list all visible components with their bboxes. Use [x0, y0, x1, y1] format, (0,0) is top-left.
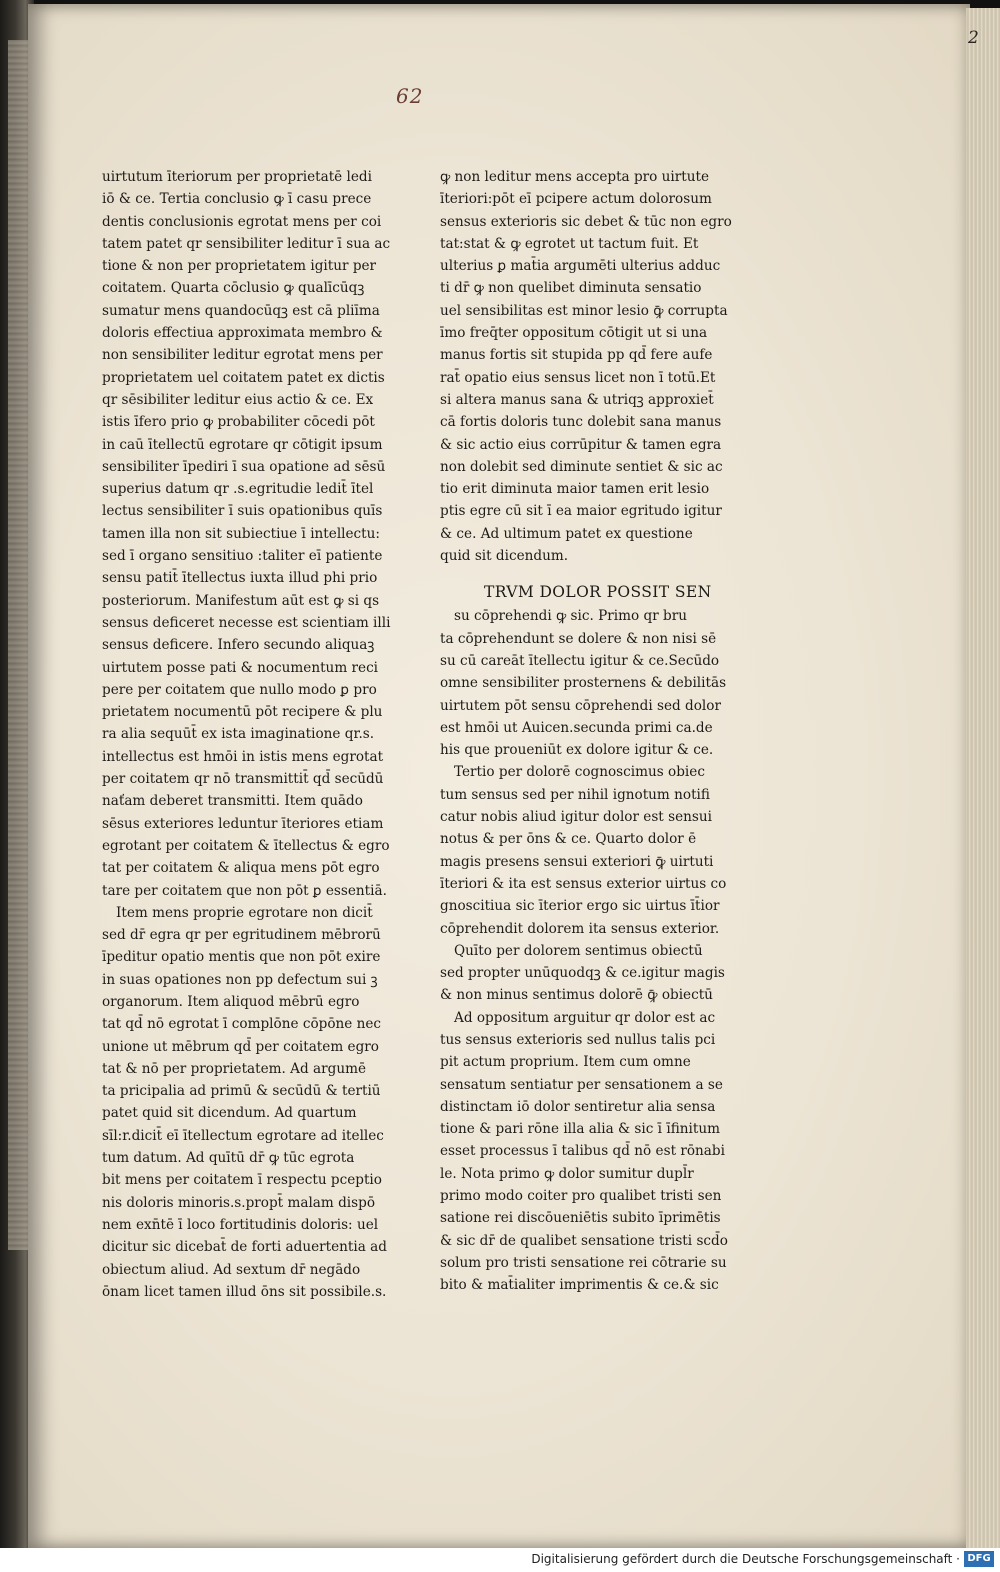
text-line: ta cōprehendunt se dolere & non nisi sē: [440, 630, 717, 647]
text-line: magis presens sensui exteriori ꝙ̄ uirtuti: [440, 853, 714, 870]
text-line: tum sensus sed per nihil ignotum notifi: [440, 786, 710, 803]
text-line: doloris effectiua approximata membro &: [102, 325, 383, 342]
footer-bar: [0, 1548, 1000, 1572]
text-line: le. Nota primo ꝙ dolor sumitur dupl̄r: [440, 1165, 694, 1182]
text-line: satione rei discōueniētis subito īprimētis: [440, 1210, 721, 1227]
text-line: uirtutem pōt sensu cōprehendi sed dolor: [440, 697, 721, 714]
text-line: distinctam iō dolor sentiretur alia sensa: [440, 1098, 716, 1115]
text-line: Tertio per dolorē cognoscimus obiec: [454, 764, 705, 781]
text-line: bito & mat̄ialiter imprimentis & ce.& sic: [440, 1277, 719, 1294]
text-line: cōprehendit dolorem ita sensus exterior.: [440, 920, 720, 937]
text-line: quid sit dicendum.: [440, 548, 569, 565]
text-line: sensus deficere. Infero secundo aliquaꝫ: [102, 637, 375, 654]
text-line: posteriorum. Manifestum aūt est ꝙ si qs: [102, 592, 380, 609]
text-line: primo modo coiter pro qualibet tristi sen: [440, 1188, 722, 1205]
text-line: īpeditur opatio mentis que non pōt exire: [102, 949, 381, 966]
right-column-upper: [440, 166, 740, 567]
text-line: tat:stat & ꝙ egrotet ut tactum fuit. Et: [440, 235, 699, 252]
text-line: obiectum aliud. Ad sextum dr̄ negādo: [102, 1261, 361, 1278]
text-line: & non minus sentimus dolorē ꝙ̄ obiectū: [440, 987, 713, 1004]
text-line: īteriori:pōt eī pcipere actum dolorosum: [440, 191, 712, 208]
text-line: coitatem. Quarta cōclusio ꝙ qualīcūqꝫ: [102, 280, 365, 297]
text-line: superius datum qr .s.egritudie ledit̄ ītel: [102, 481, 374, 498]
text-line: nem exn̄tē ī loco fortitudinis doloris: uel: [102, 1216, 379, 1233]
text-line: īteriori & ita est sensus exterior uirtus co: [440, 875, 727, 892]
text-line: nis doloris minoris.s.propt̄ malam dispō: [102, 1194, 376, 1211]
text-line: manus fortis sit stupida pp qd̄ fere aufe: [440, 347, 713, 364]
left-text-column: [102, 166, 402, 1303]
text-line: pere per coitatem que nullo modo ꝑ pro: [102, 681, 377, 698]
text-line: sed ī organo sensitiuo :taliter eī patiente: [102, 548, 383, 565]
text-line: ꝙ non leditur mens accepta pro uirtute: [440, 169, 710, 185]
text-line: tat per coitatem & aliqua mens pōt egro: [102, 860, 380, 877]
text-line: tio erit diminuta maior tamen erit lesio: [440, 481, 710, 498]
text-line: uirtutem posse pati & nocumentum reci: [102, 659, 379, 676]
text-line: tare per coitatem que non pōt ꝑ essentiā.: [102, 882, 387, 899]
text-line: naťam deberet transmitti. Item quādo: [102, 793, 363, 810]
text-line: uel sensibilitas est minor lesio ꝙ̄ corrupta: [440, 302, 728, 319]
text-line: dentis conclusionis egrotat mens per coi: [102, 213, 382, 230]
text-line: qr sēsibiliter leditur eius actio & ce. Ex: [102, 391, 374, 408]
text-line: īmo freq̄ter oppositum cōtigit ut si una: [440, 325, 708, 342]
handwritten-note: 62: [396, 84, 424, 108]
text-line: su cū careāt ītellectu igitur & ce.Secūdo: [440, 652, 720, 669]
text-line: lectus sensibiliter ī suis opationibus quīs: [102, 503, 383, 520]
right-column-lower: [440, 605, 740, 1296]
text-line: sed propter unūquodqꝫ & ce.igitur magis: [440, 965, 725, 982]
text-line: rat̄ opatio eius sensus licet non ī totū.Et: [440, 369, 716, 386]
text-line: bit mens per coitatem ī respectu pceptio: [102, 1172, 382, 1189]
text-line: Item mens proprie egrotare non dicit̄: [116, 904, 373, 921]
text-line: tatem patet qr sensibiliter leditur ī sua ac: [102, 235, 391, 252]
text-line: sīl:r.dicit̄ eī ītellectum egrotare ad itellec: [102, 1127, 384, 1144]
text-line: dicitur sic dicebat̄ de forti aduertentia ad: [102, 1239, 387, 1256]
text-line: su cōprehendi ꝙ sic. Primo qr bru: [454, 608, 687, 625]
text-line: pit actum proprium. Item cum omne: [440, 1054, 691, 1071]
text-line: iō & ce. Tertia conclusio ꝙ ī casu prece: [102, 191, 372, 208]
text-line: ōnam licet tamen illud ōns sit possibile.s.: [102, 1283, 387, 1300]
text-line: tione & pari rōne illa alia & sic ī īfinitum: [440, 1121, 720, 1138]
text-line: sensibiliter īpediri ī sua opatione ad sēsū: [102, 458, 386, 475]
text-line: Quīto per dolorem sentimus obiectū: [454, 942, 703, 959]
text-line: non sensibiliter leditur egrotat mens per: [102, 347, 383, 364]
text-line: tus sensus exterioris sed nullus talis pci: [440, 1031, 716, 1048]
text-line: tamen illa non sit subiectiue ī intellectu:: [102, 525, 380, 542]
section-heading: TRVM DOLOR POSSIT SEN: [484, 583, 712, 602]
text-line: omne sensibiliter prosternens & debilitās: [440, 675, 727, 692]
text-line: prietatem nocumentū pōt recipere & plu: [102, 704, 383, 721]
text-line: patet quid sit dicendum. Ad quartum: [102, 1105, 357, 1122]
text-line: ti dr̄ ꝙ non quelibet diminuta sensatio: [440, 280, 702, 297]
dfg-logo: DFG: [964, 1551, 994, 1567]
text-line: ra alia sequūt̄ ex ista imaginatione qr.s.: [102, 726, 375, 743]
text-line: tione & non per proprietatem igitur per: [102, 258, 377, 275]
text-line: uirtutum īteriorum per proprietatē ledi: [102, 169, 372, 185]
text-line: sensus deficeret necesse est scientiam illi: [102, 614, 391, 631]
text-line: sēsus exteriores leduntur īteriores etiam: [102, 815, 384, 832]
text-line: & ce. Ad ultimum patet ex questione: [440, 525, 693, 542]
text-line: ulterius ꝑ mat̄ia argumēti ulterius adduc: [440, 258, 721, 275]
text-line: sensu patit̄ ītellectus iuxta illud phi prio: [102, 570, 378, 587]
text-line: per coitatem qr nō transmittit̄ qd̄ secūdū: [102, 771, 384, 788]
text-line: in caū ītellectū egrotare qr cōtigit ipsum: [102, 436, 383, 453]
text-line: sensatum sentiatur per sensationem a se: [440, 1076, 723, 1093]
text-line: intellectus est hmōi in istis mens egrotat: [102, 748, 384, 765]
folio-number: 2: [968, 28, 979, 48]
text-line: non dolebit sed diminute sentiet & sic ac: [440, 458, 723, 475]
text-line: si altera manus sana & utriqꝫ approxiet̄: [440, 391, 714, 408]
right-text-column: [440, 166, 740, 1297]
text-line: egrotant per coitatem & ītellectus & egro: [102, 837, 390, 854]
page-edges-right: [966, 8, 1000, 1548]
text-line: catur nobis aliud igitur dolor est sensui: [440, 809, 712, 826]
text-line: & sic actio eius corrūpitur & tamen egra: [440, 436, 722, 453]
text-line: sed dr̄ egra qr per egritudinem mēbrorū: [102, 927, 381, 944]
text-line: Ad oppositum arguitur qr dolor est ac: [454, 1009, 716, 1026]
text-line: ta pricipalia ad primū & secūdū & tertiū: [102, 1083, 381, 1100]
text-line: tum datum. Ad quītū dr̄ ꝙ tūc egrota: [102, 1150, 355, 1167]
text-line: & sic dr̄ de qualibet sensatione tristi scd̄o: [440, 1232, 728, 1249]
text-line: solum pro tristi sensatione rei cōtrarie su: [440, 1254, 727, 1271]
text-line: istis īfero prio ꝙ probabiliter cōcedi pōt: [102, 414, 375, 431]
text-line: proprietatem uel coitatem patet ex dictis: [102, 369, 385, 386]
text-line: in suas opationes non pp defectum sui ꝫ: [102, 971, 378, 988]
text-line: sensus exterioris sic debet & tūc non egro: [440, 213, 732, 230]
text-line: tat & nō per proprietatem. Ad argumē: [102, 1060, 367, 1077]
text-line: organorum. Item aliquod mēbrū egro: [102, 993, 360, 1010]
text-line: cā fortis doloris tunc dolebit sana manus: [440, 414, 722, 431]
text-line: unione ut mēbrum qd̄ per coitatem egro: [102, 1038, 379, 1055]
footer-credit: Digitalisierung gefördert durch die Deutsche Forschungsgemeinschaft ·: [531, 1552, 960, 1566]
text-line: tat qd̄ nō egrotat ī complōne cōpōne nec: [102, 1016, 382, 1033]
text-line: his que proueniūt ex dolore igitur & ce.: [440, 742, 714, 759]
text-line: est hmōi ut Auicen.secunda primi ca.de: [440, 719, 713, 736]
text-line: gnoscitiua sic īterior ergo sic uirtus īt̄ior: [440, 898, 720, 915]
text-line: ptis egre cū sit ī ea maior egritudo igitur: [440, 503, 722, 520]
text-line: notus & per ōns & ce. Quarto dolor ē: [440, 831, 697, 848]
text-line: esset processus ī talibus qd̄ nō est rōnabi: [440, 1143, 725, 1160]
text-line: sumatur mens quandocūqꝫ est cā pliīma: [102, 302, 380, 319]
